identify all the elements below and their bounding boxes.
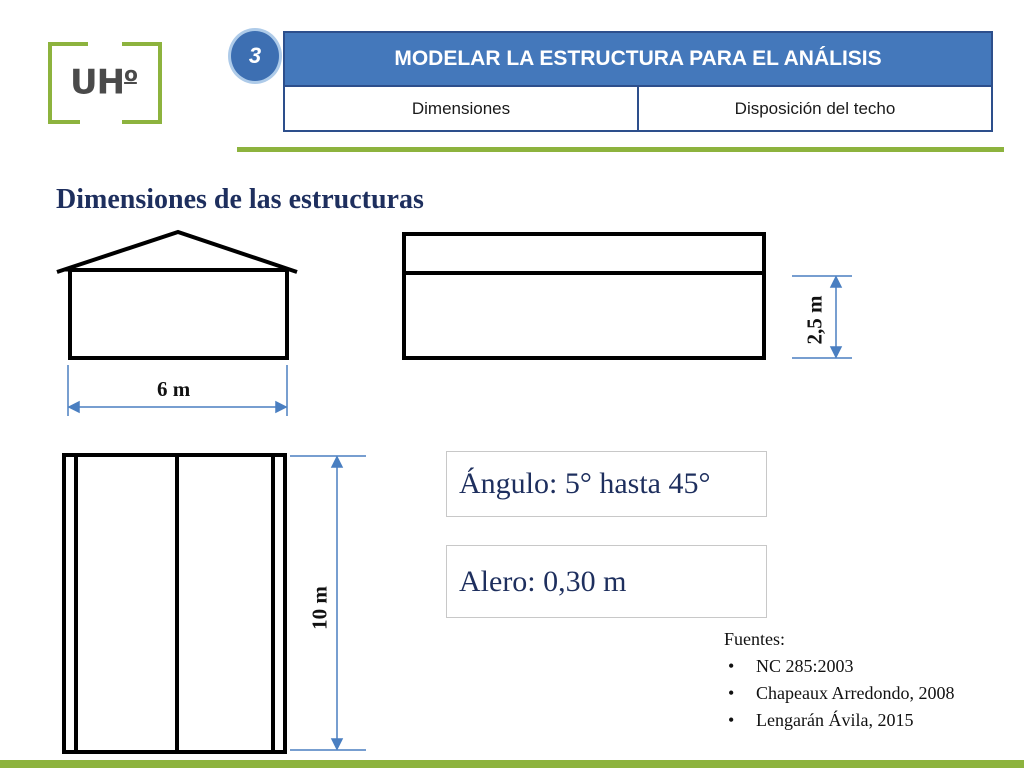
side-elevation xyxy=(404,234,764,358)
length-label: 10 m xyxy=(307,586,332,630)
width-label: 6 m xyxy=(157,377,191,401)
source-item: • NC 285:2003 xyxy=(724,653,954,680)
tab-dimensiones[interactable]: Dimensiones xyxy=(285,87,639,130)
source-item: • Chapeaux Arredondo, 2008 xyxy=(724,680,954,707)
sources-block xyxy=(724,626,954,734)
eave-text: Alero: 0,30 m xyxy=(459,564,627,598)
eave-box xyxy=(446,545,767,618)
footer-bar xyxy=(0,760,1024,768)
step-number-badge: 3 xyxy=(231,31,279,81)
height-label: 2,5 m xyxy=(802,295,827,345)
front-elevation xyxy=(57,232,297,358)
roof-angle-text: Ángulo: 5° hasta 45° xyxy=(459,467,711,500)
header-title: MODELAR LA ESTRUCTURA PARA EL ANÁLISIS xyxy=(285,33,991,87)
source-item: • Lengarán Ávila, 2015 xyxy=(724,707,954,734)
plan-view xyxy=(64,455,285,752)
sources-list xyxy=(724,653,954,734)
tab-disposicion-techo[interactable]: Disposición del techo xyxy=(734,98,896,118)
logo-superscript: o xyxy=(124,62,137,86)
logo-letters: UH xyxy=(70,62,125,103)
roof-angle-box xyxy=(446,451,767,517)
section-title: Dimensiones de las estructuras xyxy=(56,184,424,215)
sources-heading: Fuentes: xyxy=(724,629,785,649)
